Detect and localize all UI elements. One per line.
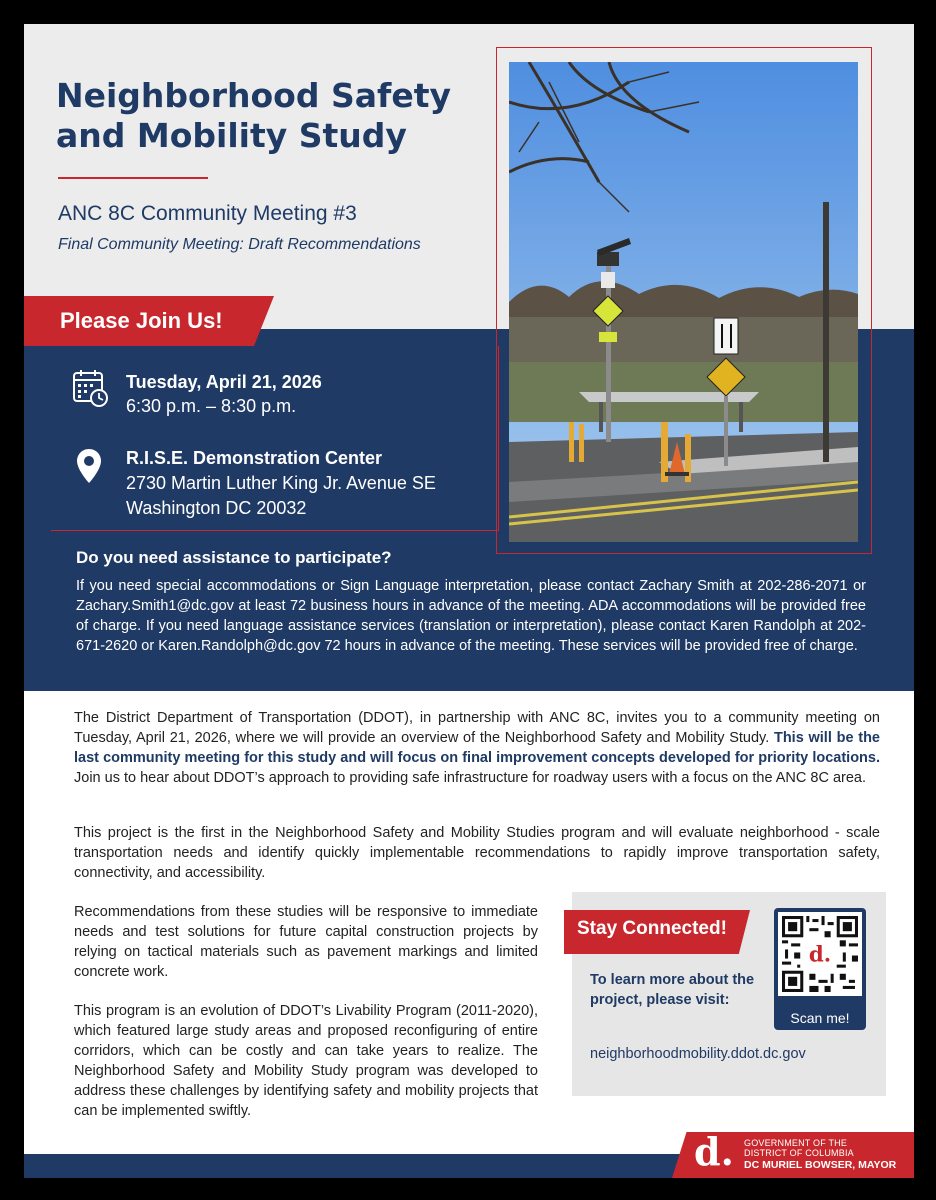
meeting-date: Tuesday, April 21, 2026 <box>126 372 322 392</box>
scan-me-label: Scan me! <box>790 1010 850 1026</box>
title-divider <box>58 177 208 179</box>
dc-logo: d. <box>694 1129 734 1174</box>
meeting-tagline: Final Community Meeting: Draft Recommendations <box>58 236 421 253</box>
map-pin-icon <box>76 448 102 484</box>
flyer-page <box>24 24 914 1178</box>
qr-code[interactable] <box>782 916 858 992</box>
intro-paragraph <box>74 708 880 788</box>
mayor-line: DC MURIEL BOWSER, MAYOR <box>744 1159 897 1171</box>
venue-address-line1: 2730 Martin Luther King Jr. Avenue SE <box>126 473 436 493</box>
assistance-heading: Do you need assistance to participate? <box>76 548 392 567</box>
street-crossing-photo <box>509 62 858 542</box>
intro-emphasis: This will be the last community meeting for this study and will focus on final improvement concepts developed for priority locations. <box>74 730 880 766</box>
page-title <box>56 76 476 156</box>
livability-paragraph: This program is an evolution of DDOT’s Livability Program (2011-2020), which featured large study areas and proposed reconfiguring of entire corridors, which can be costly and can take years to realize. The Neighborhood Safety and Mobility Study program was developed to address these challenges by identifying safety and mobility projects that can be implemented swiftly. <box>74 1003 538 1119</box>
qr-logo: d. <box>808 942 832 968</box>
project-url-link[interactable]: neighborhoodmobility.ddot.dc.gov <box>590 1046 806 1062</box>
gov-line-2: DISTRICT OF COLUMBIA <box>744 1148 854 1158</box>
learn-more-text: To learn more about the project, please visit: <box>590 972 755 1008</box>
meeting-time: 6:30 p.m. – 8:30 p.m. <box>126 396 297 416</box>
title-line-1: Neighborhood Safety <box>56 76 452 115</box>
meeting-subtitle: ANC 8C Community Meeting #3 <box>58 202 357 225</box>
intro-text: The District Department of Transportation (DDOT), in partnership with ANC 8C, invites you to a community meeting on Tuesday, April 21, 2026, where we will provide an overview of the Neighborhood Safety and Mobility Study. <box>74 710 880 746</box>
title-line-2: and Mobility Study <box>56 116 407 155</box>
venue-address-line2: Washington DC 20032 <box>126 498 307 518</box>
assistance-body: If you need special accommodations or Sign Language interpretation, please contact Zachary Smith at 202-286-2071 or Zachary.Smith1@dc.gov at least 72 business hours in advance of the meeting. ADA accommodations will be provided free of charge. If you need language assistance services (translation or interpretation), please contact Karen Randolph at 202-671-2620 or Karen.Randolph@dc.gov 72 hours in advance of the meeting. These services will be provided free of charge. <box>76 578 866 654</box>
program-paragraph: This project is the first in the Neighborhood Safety and Mobility Studies program and will evaluate neighborhood - scale transportation needs and identify quickly implementable recommendations to rapidly improve transportation safety, connectivity, and accessibility. <box>74 825 880 881</box>
calendar-clock-icon <box>72 368 110 408</box>
join-banner-label: Please Join Us! <box>60 308 223 333</box>
recommendations-paragraph: Recommendations from these studies will be responsive to immediate needs and test solutions for future capital construction projects by relying on tactical materials such as pavement markings and limited concrete work. <box>74 904 538 980</box>
stay-connected-title: Stay Connected! <box>577 918 727 939</box>
venue-name: R.I.S.E. Demonstration Center <box>126 448 383 468</box>
gov-line-1: GOVERNMENT OF THE <box>744 1138 848 1148</box>
intro-text-end: Join us to hear about DDOT’s approach to providing safe infrastructure for roadway users with a focus on the ANC 8C area. <box>74 770 866 786</box>
